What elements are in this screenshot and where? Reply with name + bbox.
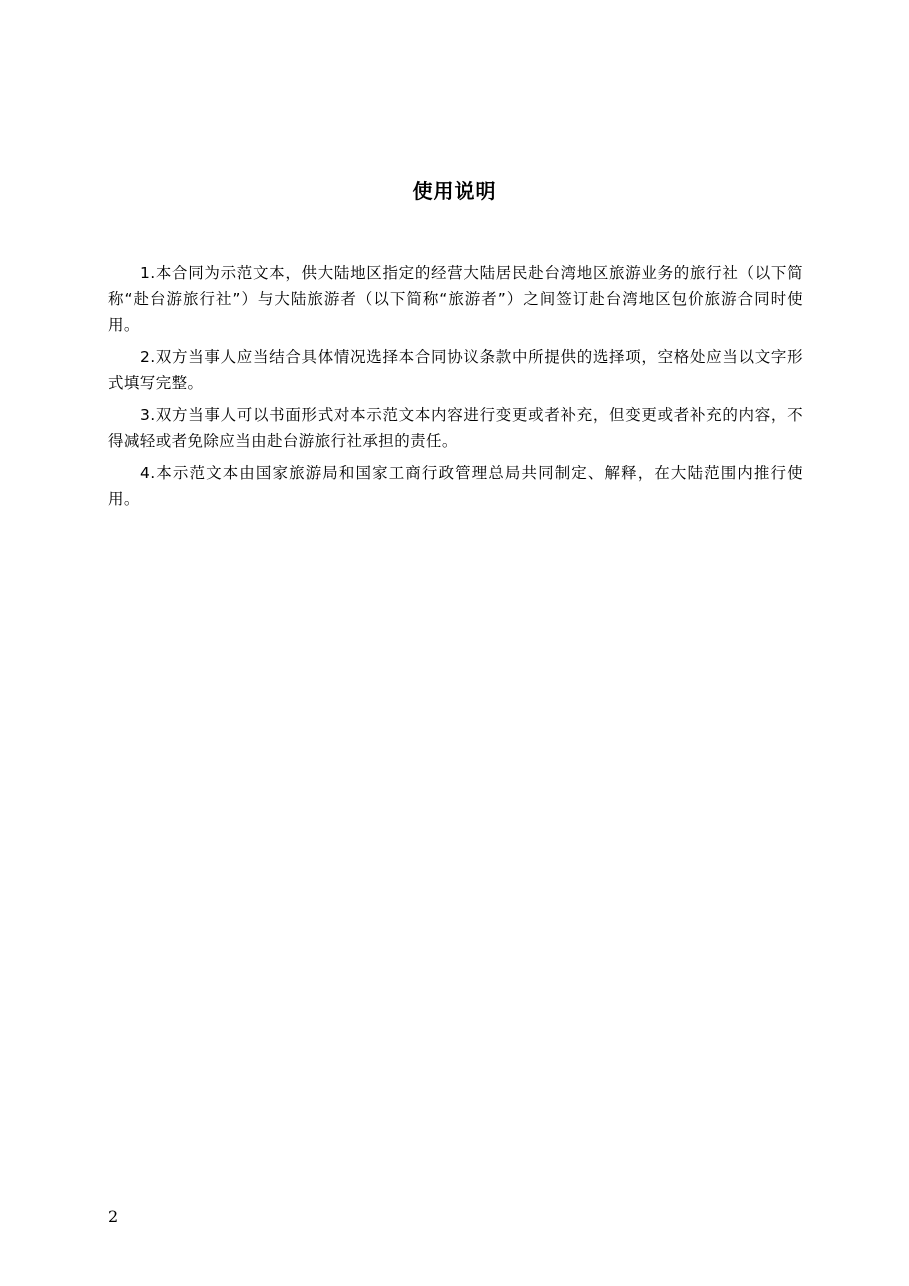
page-number: 2 (108, 1207, 119, 1226)
instruction-paragraph-2: 2.双方当事人应当结合具体情况选择本合同协议条款中所提供的选择项，空格处应当以文字形式填写完整。 (108, 348, 803, 392)
instruction-paragraph-4: 4.本示范文本由国家旅游局和国家工商行政管理总局共同制定、解释，在大陆范围内推行使用。 (108, 464, 803, 508)
instruction-paragraph-1: 1.本合同为示范文本，供大陆地区指定的经营大陆居民赴台湾地区旅游业务的旅行社（以下简称“赴台游旅行社”）与大陆旅游者（以下简称“旅游者”）之间签订赴台湾地区包价旅游合同时使用。 (108, 264, 803, 334)
instruction-paragraph-3: 3.双方当事人可以书面形式对本示范文本内容进行变更或者补充，但变更或者补充的内容，不得减轻或者免除应当由赴台游旅行社承担的责任。 (108, 406, 803, 450)
instructions-body (108, 260, 803, 518)
page-title: 使用说明 (412, 179, 497, 203)
